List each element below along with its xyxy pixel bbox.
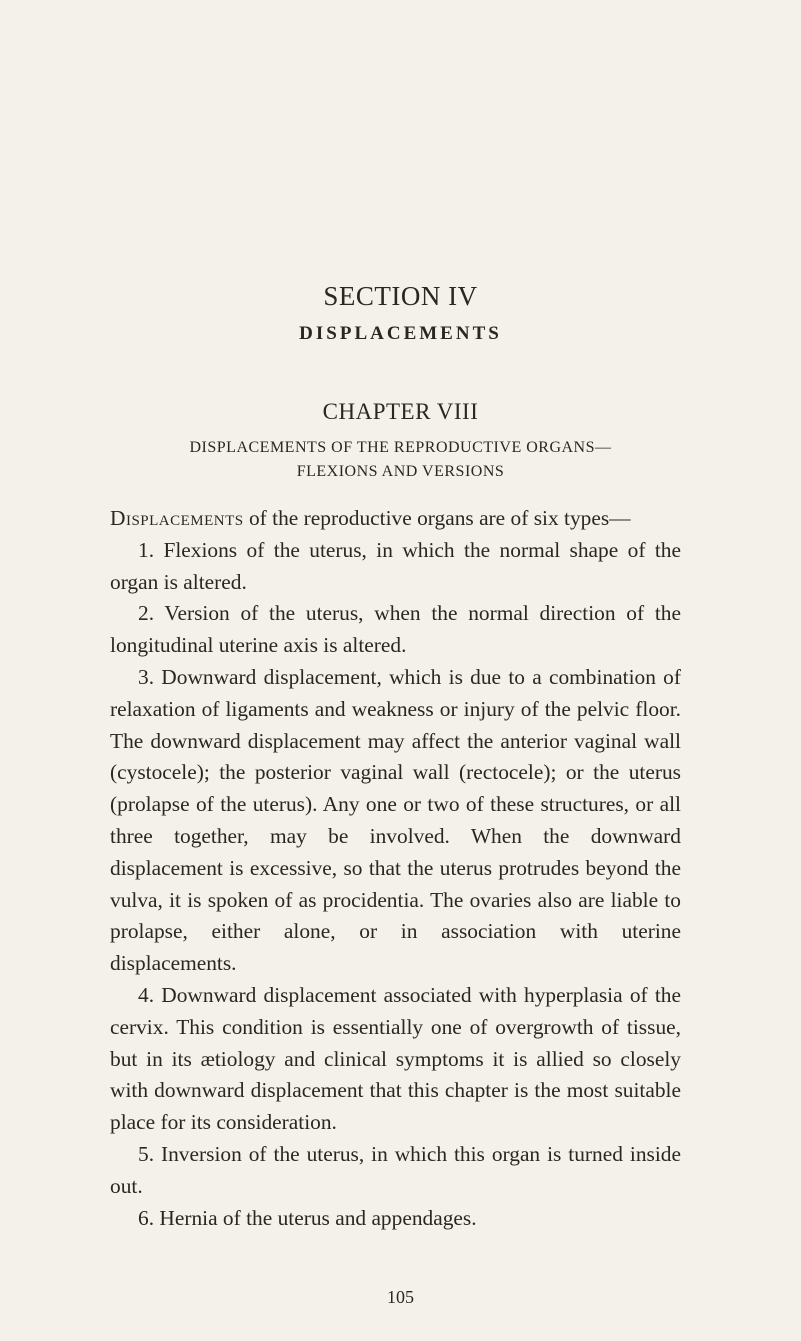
chapter-subtitle bbox=[120, 436, 681, 484]
chapter-subtitle-line-1: DISPLACEMENTS OF THE REPRODUCTIVE ORGANS— bbox=[189, 439, 612, 456]
body-text bbox=[110, 503, 681, 1234]
intro-rest: of the reproductive organs are of six types— bbox=[243, 506, 631, 530]
list-item-1: 1. Flexions of the uterus, in which the normal shape of the organ is altered. bbox=[110, 537, 681, 594]
list-item-3: 3. Downward displacement, which is due to a combination of relaxation of ligaments and weakness or injury of the pelvic floor. The downward displacement may affect the anterior vaginal wall (cystocele); the posterior vaginal wall (rectocele); or the uterus (prolapse of the uterus). Any one or two of these structures, or all three together, may be involved. When the downward displacement is excessive, so that the uterus protrudes beyond the vulva, it is spoken of as procidentia. The ovaries also are liable to prolapse, either alone, or in association with uterine displacements. bbox=[110, 664, 681, 976]
intro-lead-word: Displacements bbox=[110, 506, 244, 530]
list-item-4: 4. Downward displacement associated with hyperplasia of the cervix. This condition is essentially one of overgrowth of tissue, but in its ætiology and clinical symptoms it is allied so closely with downward displacement that this chapter is the most suitable place for its consideration. bbox=[110, 982, 681, 1135]
section-title: SECTION IV bbox=[323, 281, 478, 311]
section-subtitle: DISPLACEMENTS bbox=[299, 323, 502, 344]
chapter-title: CHAPTER VIII bbox=[322, 399, 479, 424]
list-item-2: 2. Version of the uterus, when the normal direction of the longitudinal uterine axis is altered. bbox=[110, 601, 681, 658]
intro-paragraph bbox=[110, 503, 681, 535]
page-number: 105 bbox=[387, 1287, 414, 1307]
list-item-6: 6. Hernia of the uterus and appendages. bbox=[138, 1205, 477, 1230]
list-item-5: 5. Inversion of the uterus, in which this organ is turned inside out. bbox=[110, 1141, 681, 1198]
chapter-subtitle-line-2: FLEXIONS AND VERSIONS bbox=[296, 463, 505, 480]
